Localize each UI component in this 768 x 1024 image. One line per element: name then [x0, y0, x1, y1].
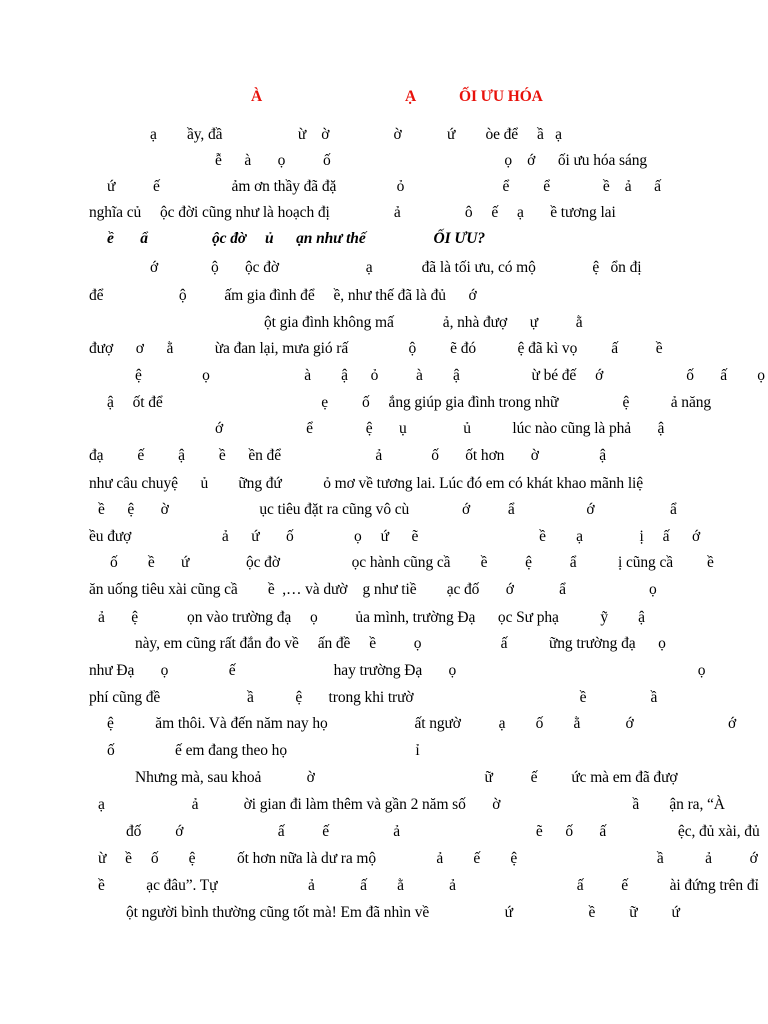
body-line-10: ệ ọ à ậ ỏ à ậ ừ bé đế ớ ố ấ ọ [135, 367, 765, 384]
body-line-15: ề ệ ờ ục tiêu đặt ra cũng vô cù ớ ẩ ớ ẩ [98, 501, 677, 518]
body-line-14: như câu chuyệ ủ ững đứ ỏ mơ về tương lai. Lúc đó em có khát khao mãnh liệ [89, 475, 644, 492]
body-line-1: ạ ầy, đầ ừ ờ ờ ứ òe để ầ ạ [150, 126, 562, 143]
body-line-17: ố ề ứ ộc đờ ọc hành cũng cầ ề ệ ẩ ị cũng cầ ề [110, 554, 714, 571]
body-line-3: ứ ế ảm ơn thầy đã đặ ỏ ể ể ề ả ấ [107, 178, 661, 195]
body-line-23: ệ ăm thôi. Và đến năm nay họ ất ngườ ạ ố ằ ớ ớ [107, 715, 737, 732]
body-line-19: ả ệ ọn vào trường đạ ọ ủa mình, trường Đạ ọc Sư phạ ỹ ậ [98, 609, 645, 626]
body-line-21: như Đạ ọ ế hay trường Đạ ọ ọ [89, 662, 706, 679]
body-line-6: ớ ộ ộc đờ ạ đã là tối ưu, có mộ ệ ổn đị [150, 259, 642, 276]
body-line-7: để ộ ấm gia đình để ề, như thế đã là đủ ớ [89, 287, 477, 304]
body-line-29: ề ạc đâu”. Tự ả ấ ằ ả ấ ế ài đứng trên đỉ [98, 877, 759, 894]
title-fragment-1: À [251, 88, 263, 105]
body-line-22: phí cũng đề ầ ệ trong khi trườ ề ầ [89, 689, 658, 706]
body-line-27: đố ớ ấ ế ả ẽ ố ấ ệc, đủ xài, đủ [126, 823, 760, 840]
body-line-9: đượ ơ ằ ừa đan lại, mưa gió rấ ộ ẽ đó ệ đã kì vọ ấ ề [89, 340, 663, 357]
body-line-13: đạ ế ậ ề ền để ả ố ốt hơn ờ ậ [89, 447, 607, 464]
body-line-12: ớ ể ệ ụ ủ lúc nào cũng là phả ậ [215, 420, 665, 437]
body-line-16: ều đượ ả ứ ố ọ ứ ẽ ề ạ ị ấ ớ [89, 528, 701, 545]
body-line-8: ột gia đình không mấ ả, nhà đượ ự ằ [264, 314, 583, 331]
body-line-28: ừ ề ố ệ ốt hơn nữa là dư ra mộ ả ế ệ ầ ả ớ [98, 850, 758, 867]
body-line-18: ăn uống tiêu xài cũng cầ ề ,… và dườ g như tiề ạc đố ớ ẩ ọ [89, 581, 657, 598]
title-fragment-3: ỐI ƯU HÓA [459, 88, 543, 105]
body-line-25: Nhưng mà, sau khoả ờ ữ ế ức mà em đã đượ [135, 769, 678, 786]
body-line-26: ạ ả ời gian đi làm thêm và gần 2 năm số ờ ầ ận ra, “À [98, 796, 725, 813]
title-fragment-2: Ạ [405, 88, 417, 105]
body-line-30: ột người bình thường cũng tốt mà! Em đã nhìn về ứ ề ữ ứ [126, 904, 680, 921]
body-line-5-italic: ề ẩ ộc đờ ủ ạn như thế ỐI ƯU? [107, 230, 486, 247]
body-line-24: ố ế em đang theo họ ỉ [107, 742, 420, 759]
body-line-2: ễ à ọ ố ọ ớ ối ưu hóa sáng [215, 152, 648, 169]
body-line-11: ậ ốt để ẹ ố ắng giúp gia đình trong nhữ ệ ả năng [107, 394, 712, 411]
body-line-20: này, em cũng rất đắn đo về ấn đề ề ọ ấ ững trường đạ ọ [135, 635, 666, 652]
body-line-4: nghĩa củ ộc đời cũng như là hoạch đị ả ô ế ạ ề tương lai [89, 204, 616, 221]
